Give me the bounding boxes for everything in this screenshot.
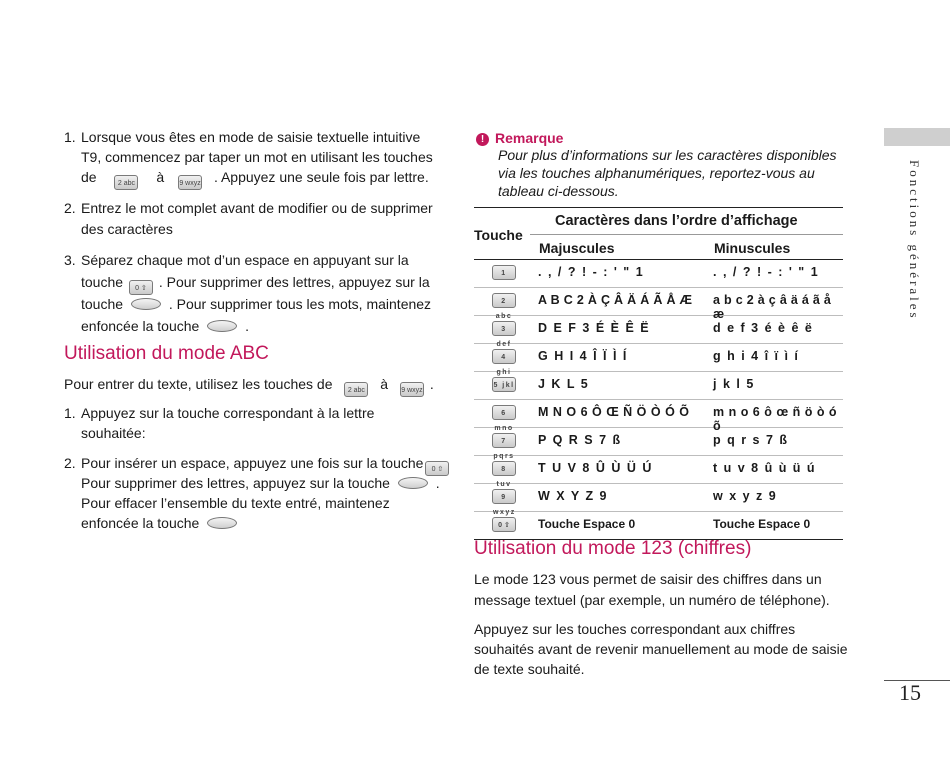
text-span: . Appuyez une seule fois par lettre. [213, 169, 429, 185]
upper-chars: . , / ? ! - : ' " 1 [538, 265, 645, 279]
paragraph-line: des caractères [81, 221, 173, 237]
table-sub-rule [530, 234, 843, 235]
section-tab [884, 128, 950, 146]
key-6-icon: 6 mno [492, 405, 516, 420]
paragraph-line [81, 473, 440, 493]
key-3-icon: 3 def [492, 321, 516, 336]
table-row [474, 288, 843, 321]
warning-icon: ! [476, 133, 489, 146]
text-span: à [156, 169, 165, 185]
list-number: 2. [64, 200, 76, 216]
text-span: enfoncée la touche [81, 515, 200, 531]
table-row [474, 428, 843, 460]
upper-chars: A B C 2 À Ç Â Ä Á Ã Å Æ [538, 293, 693, 307]
paragraph-line: Lorsque vous êtes en mode de saisie textuelle intuitive [81, 129, 421, 145]
paragraph-line: Le mode 123 vous permet de saisir des chiffres dans un [474, 571, 822, 587]
key-0-icon: 0 ⇧ [492, 517, 516, 532]
table-header-upper: Majuscules [539, 240, 615, 256]
key-8-icon: 8 tuv [492, 461, 516, 476]
paragraph-line: Séparez chaque mot d’un espace en appuyant sur la [81, 252, 409, 268]
paragraph-line: souhaités avant de revenir manuellement au mode de saisie [474, 641, 848, 657]
clear-key-icon [131, 298, 161, 310]
section-heading-abc: Utilisation du mode ABC [64, 343, 269, 364]
text-span: de [81, 169, 97, 185]
text-span: Pour supprimer des lettres, appuyez sur la touche [81, 475, 390, 491]
text-span: Pour insérer un espace, appuyez une fois sur la touche [81, 455, 424, 471]
upper-chars: G H I 4 Î Ï Ì Í [538, 349, 628, 363]
table-header-group: Caractères dans l’ordre d’affichage [555, 213, 798, 229]
text-span: . Pour supprimer tous les mots, maintenez [168, 296, 432, 312]
note-line: via les touches alphanumériques, reportez-vous au [498, 165, 815, 181]
list-number: 3. [64, 252, 76, 268]
lower-chars: t u v 8 û ù ü ú [713, 461, 817, 475]
text-span: . Pour supprimer des lettres, appuyez sur la [158, 274, 430, 290]
upper-chars: J K L 5 [538, 377, 590, 391]
text-span: . [245, 318, 249, 334]
key-9-icon: 9 wxyz [400, 382, 424, 397]
lower-chars: a b c 2 à ç â ä á ã å æ [713, 293, 832, 321]
key-4-icon: 4 ghi [492, 349, 516, 364]
text-span: . [429, 376, 434, 392]
upper-chars: Touche Espace 0 [538, 517, 636, 531]
lower-chars: p q r s 7 ß [713, 433, 789, 447]
paragraph-line [81, 167, 429, 190]
text-span: Pour entrer du texte, utilisez les touches de [64, 376, 333, 392]
paragraph-line: message textuel (par exemple, un numéro de téléphone). [474, 592, 830, 608]
text-span: touche [81, 296, 124, 312]
upper-chars: W X Y Z 9 [538, 489, 609, 503]
note-line: Pour plus d’informations sur les caractères disponibles [498, 147, 837, 163]
text-span: enfoncée la touche [81, 318, 200, 334]
paragraph-line: de texte souhaité. [474, 661, 585, 677]
lower-chars: . , / ? ! - : ' " 1 [713, 265, 820, 279]
table-row [474, 400, 843, 433]
clear-key-icon [398, 477, 428, 489]
upper-chars: D E F 3 É È Ê Ë [538, 321, 651, 335]
upper-chars: T U V 8 Û Ù Ü Ú [538, 461, 653, 475]
key-2-icon: 2 abc [114, 175, 138, 190]
list-number: 2. [64, 455, 76, 471]
text-span: à [380, 376, 389, 392]
page-number: 15 [899, 680, 921, 705]
key-0-icon: 0 ⇧ [129, 280, 153, 295]
paragraph-line [81, 294, 431, 314]
paragraph-line: Pour effacer l’ensemble du texte entré, maintenez [81, 495, 390, 511]
clear-key-icon [207, 517, 237, 529]
list-number: 1. [64, 405, 76, 421]
table-row [474, 316, 843, 348]
key-7-icon: 7 pqrs [492, 433, 516, 448]
lower-chars: w x y z 9 [713, 489, 778, 503]
lower-chars: g h i 4 î ï ì í [713, 349, 800, 363]
paragraph-line: Appuyez sur la touche correspondant à la lettre [81, 405, 375, 421]
text-span: touche [81, 274, 124, 290]
table-header-lower: Minuscules [714, 240, 791, 256]
lower-chars: m n o 6 ô œ ñ ö ò ó õ [713, 405, 838, 433]
character-table [474, 260, 843, 540]
key-9-icon: 9 wxyz [492, 489, 516, 504]
key-5-icon: 5 jkl [492, 377, 516, 392]
table-row [474, 372, 843, 400]
paragraph-line: Appuyez sur les touches correspondant aux chiffres [474, 621, 796, 637]
lower-chars: d e f 3 é è ê ë [713, 321, 814, 335]
paragraph-line: T9, commencez par taper un mot en utilisant les touches [81, 149, 433, 165]
paragraph-line: Entrez le mot complet avant de modifier ou de supprimer [81, 200, 433, 216]
table-row [474, 512, 843, 540]
text-span: Remarque [495, 130, 564, 146]
paragraph-line [81, 513, 241, 533]
table-top-rule [474, 207, 843, 208]
text-span: . [435, 475, 440, 491]
paragraph-line [81, 316, 249, 336]
paragraph-line [81, 272, 430, 295]
note-line: tableau ci-dessous. [498, 183, 619, 199]
table-row [474, 344, 843, 376]
table-header-touche: Touche [474, 227, 523, 243]
key-1-icon: 1 [492, 265, 516, 280]
clear-key-icon [207, 320, 237, 332]
table-row [474, 484, 843, 516]
section-label: Fonctions générales [907, 160, 922, 321]
upper-chars: P Q R S 7 ß [538, 433, 622, 447]
section-heading-123: Utilisation du mode 123 (chiffres) [474, 538, 752, 559]
note-title [476, 128, 563, 148]
lower-chars: j k l 5 [713, 377, 755, 391]
lower-chars: Touche Espace 0 [713, 517, 811, 531]
key-2-icon: 2 abc [492, 293, 516, 308]
key-9-icon: 9 wxyz [178, 175, 202, 190]
paragraph-line: souhaitée: [81, 425, 146, 441]
upper-chars: M N O 6 Ô Œ Ñ Ö Ò Ó Õ [538, 405, 690, 419]
paragraph-line [64, 374, 434, 397]
table-row [474, 456, 843, 488]
table-row [474, 260, 843, 288]
key-2-icon: 2 abc [344, 382, 368, 397]
list-number: 1. [64, 129, 76, 145]
key-0-icon: 0 ⇧ [425, 461, 449, 476]
